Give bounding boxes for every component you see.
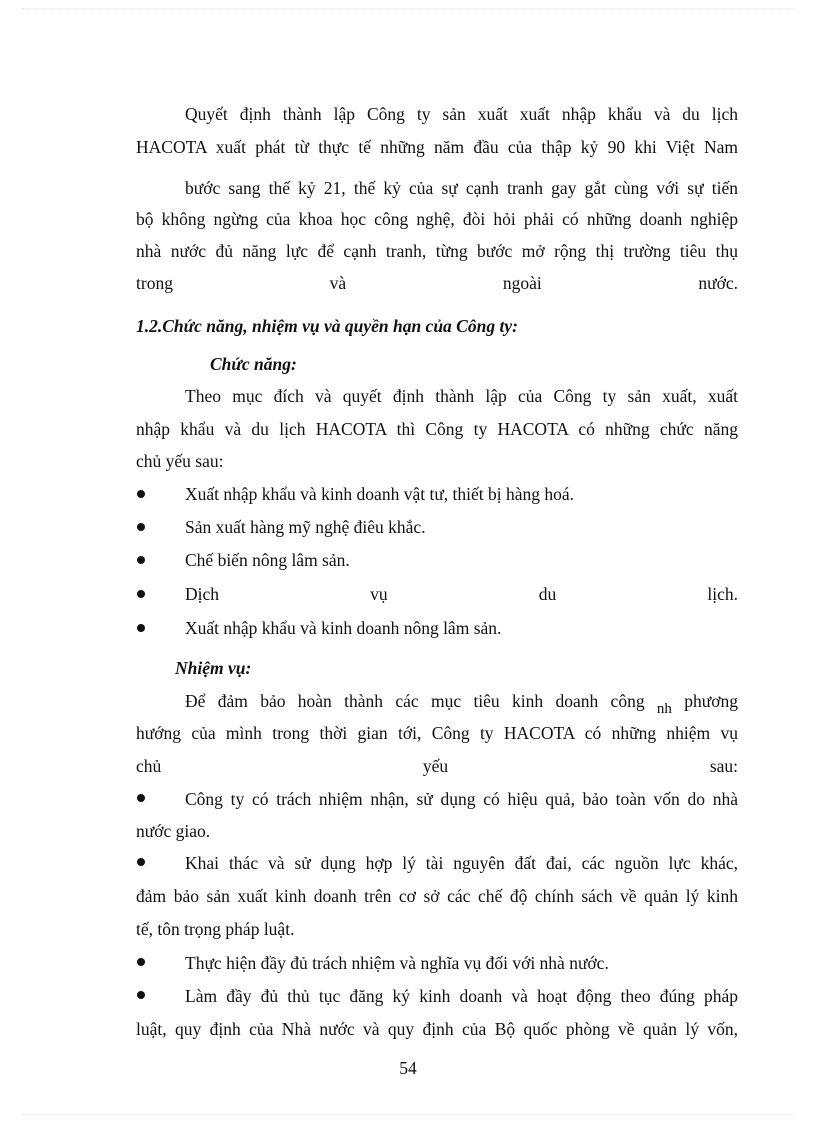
- list-item-continuation: nước giao.: [136, 821, 211, 841]
- bullet-icon: [137, 624, 145, 632]
- bullet-icon: [137, 794, 145, 802]
- word: lịch.: [707, 584, 739, 604]
- word: và: [329, 273, 347, 293]
- list-item: [185, 583, 738, 605]
- paragraph-line: [136, 272, 738, 294]
- list-item: Thực hiện đầy đủ trách nhiệm và nghĩa vụ đối với nhà nước.: [185, 953, 609, 973]
- list-item: Khai thác và sử dụng hợp lý tài nguyên đất đai, các nguồn lực khác,: [185, 853, 738, 873]
- paragraph-line: nhập khẩu và du lịch HACOTA thì Công ty HACOTA có những chức năng: [136, 419, 738, 439]
- list-item-continuation: đảm bảo sản xuất kinh doanh trên cơ sở các chế độ chính sách về quản lý kinh: [136, 886, 738, 906]
- word: vụ: [370, 584, 388, 604]
- section-heading: 1.2.Chức năng, nhiệm vụ và quyền hạn của Công ty:: [136, 316, 518, 336]
- paragraph-line: Theo mục đích và quyết định thành lập của Công ty sản xuất, xuất: [185, 386, 738, 406]
- bullet-icon: [137, 858, 145, 866]
- word: nước.: [698, 273, 739, 293]
- functions-heading: Chức năng:: [210, 354, 297, 374]
- text-run: Để đảm bảo hoàn thành các mục tiêu kinh doanh công: [185, 691, 645, 711]
- list-item-continuation: luật, quy định của Nhà nước và quy định của Bộ quốc phòng về quản lý vốn,: [136, 1019, 738, 1039]
- paragraph-line: hướng của mình trong thời gian tới, Công ty HACOTA có những nhiệm vụ: [136, 723, 738, 743]
- bullet-icon: [137, 958, 145, 966]
- word: Dịch: [185, 584, 220, 604]
- text-run: phương: [684, 691, 739, 711]
- word: trong: [136, 273, 173, 293]
- paragraph-line: Quyết định thành lập Công ty sản xuất xuất nhập khẩu và du lịch: [185, 104, 738, 124]
- paragraph-line: bộ không ngừng của khoa học công nghệ, đòi hỏi phải có những doanh nghiệp: [136, 209, 738, 229]
- list-item: Sản xuất hàng mỹ nghệ điêu khắc.: [185, 517, 426, 537]
- paragraph-line: HACOTA xuất phát từ thực tế những năm đầu của thập kỷ 90 khi Việt Nam: [136, 137, 738, 157]
- word: yếu: [422, 756, 449, 776]
- paragraph-line: nhà nước đủ năng lực để cạnh tranh, từng bước mở rộng thị trường tiêu thụ: [136, 241, 738, 261]
- paragraph-line: chủ yếu sau:: [136, 451, 224, 471]
- paragraph-line: bước sang thế kỷ 21, thế kỷ của sự cạnh tranh gay gắt cùng với sự tiến: [185, 178, 738, 198]
- word: ngoài: [502, 273, 542, 293]
- paragraph-line: [136, 755, 738, 777]
- bullet-icon: [137, 523, 145, 531]
- word: sau:: [709, 756, 739, 776]
- duties-heading: Nhiệm vụ:: [175, 658, 252, 678]
- list-item: Xuất nhập khẩu và kinh doanh nông lâm sản.: [185, 618, 502, 638]
- word: du: [538, 584, 557, 604]
- bullet-icon: [137, 991, 145, 999]
- paragraph-line: [185, 690, 739, 717]
- list-item: Công ty có trách nhiệm nhận, sử dụng có hiệu quả, bảo toàn vốn do nhà: [185, 789, 738, 809]
- list-item: Xuất nhập khẩu và kinh doanh vật tư, thiết bị hàng hoá.: [185, 484, 575, 504]
- bullet-icon: [137, 490, 145, 498]
- list-item-continuation: tế, tôn trọng pháp luật.: [136, 919, 295, 939]
- text-run: nh: [656, 701, 672, 717]
- bullet-icon: [137, 556, 145, 564]
- bullet-icon: [137, 590, 145, 598]
- list-item: Chế biến nông lâm sản.: [185, 550, 350, 570]
- page-number: 54: [399, 1058, 417, 1078]
- list-item: Làm đầy đủ thủ tục đăng ký kinh doanh và hoạt động theo đúng pháp: [185, 986, 738, 1006]
- word: chủ: [136, 756, 162, 776]
